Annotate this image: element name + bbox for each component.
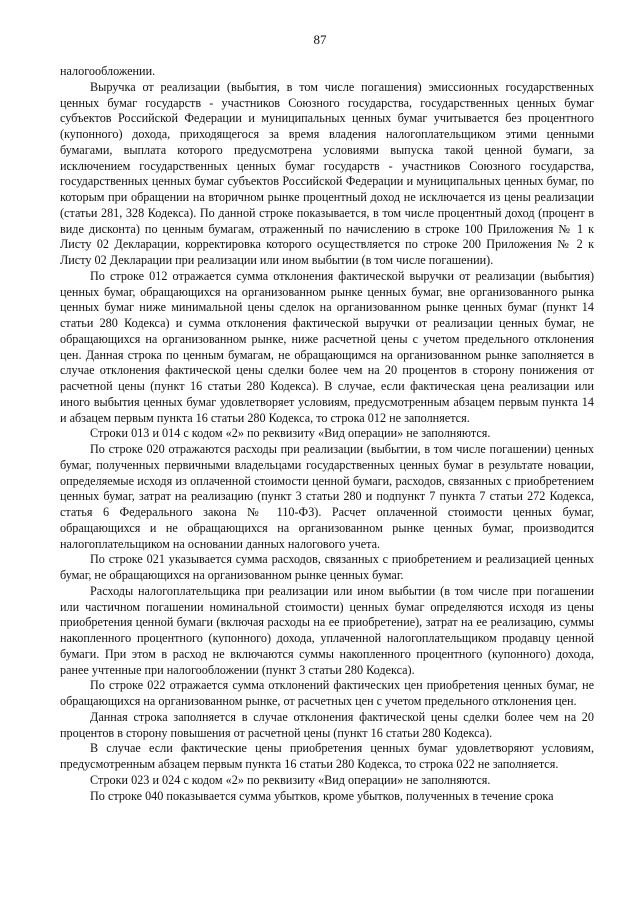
paragraph-line-012: По строке 012 отражается сумма отклонения фактической выручки от реализации (выбытия) ценных бумаг, обращающихся на организованном рынке ценных бумаг, вне организованного рынка ценных бумаг ниже минимальной цены сделок на организованном рынке ценных бумаг (пункт 14 статьи 280 Кодекса) и сумма отклонения фактической выручки от реализации ценных бумаг, не обращающихся на организованном рынке, ниже расчетной цены с учетом предельного отклонения цен. Данная строка по ценным бумагам, не обращающимся на организованном рынке заполняется в случае отклонения фактической цены сделки более чем на 20 процентов в сторону понижения от расчетной цены (пункт 16 статьи 280 Кодекса). В случае, если фактическая цена реализации или иного выбытия ценных бумаг удовлетворяет условиям, предусмотренным абзацем первым пункта 14 и абзацем первым пункта 16 статьи 280 Кодекса, то строка 012 не заполняется. xyxy=(60,268,594,425)
paragraph-lines-013-014: Строки 013 и 014 с кодом «2» по реквизиту «Вид операции» не заполняются. xyxy=(90,426,491,441)
page-number: 87 xyxy=(313,32,327,47)
document-body xyxy=(60,64,594,804)
paragraph-line-022-exception: В случае если фактические цены приобретения ценных бумаг удовлетворяют условиям, предусмотренным абзацем первым пункта 16 статьи 280 Кодекса, то строка 022 не заполняется. xyxy=(60,741,594,771)
paragraph-line-040: По строке 040 показывается сумма убытков, кроме убытков, полученных в течение срока xyxy=(90,788,554,803)
paragraph-expenses: Расходы налогоплательщика при реализации или ином выбытии (в том числе при погашении или частичном погашении номинальной стоимости) ценных бумаг определяются исходя из цены приобретения ценной бумаги (включая расходы на ее приобретение), затрат на ее реализацию, суммы накопленного процентного (купонного) дохода, уплаченной налогоплательщиком продавцу ценной бумаги. При этом в расход не включаются суммы накопленного процентного (купонного) дохода, ранее учтенные при налогообложении (пункт 3 статьи 280 Кодекса). xyxy=(60,583,594,677)
paragraph-line-022: По строке 022 отражается сумма отклонений фактических цен приобретения ценных бумаг, не обращающихся на организованном рынке, от расчетных цен с учетом предельного отклонения цен. xyxy=(60,678,594,708)
paragraph-line-022-condition: Данная строка заполняется в случае отклонения фактической цены сделки более чем на 20 процентов в сторону повышения от расчетной цены (пункт 16 статьи 280 Кодекса). xyxy=(60,709,594,740)
paragraph-line-021: По строке 021 указывается сумма расходов, связанных с приобретением и реализацией ценных бумаг, не обращающихся на организованном рынке ценных бумаг. xyxy=(60,552,594,582)
paragraph-continuation: налогообложении. xyxy=(60,64,156,78)
paragraph-line-020: По строке 020 отражаются расходы при реализации (выбытии, в том числе погашении) ценных бумаг, полученных первичными владельцами государственных ценных бумаг в результате новации, определяемые исходя из оплаченной стоимости ценной бумаги, расходов, связанных с приобретением ценных бумаг, затрат на реализацию (пункт 3 статьи 280 и подпункт 7 пункта 7 статьи 272 Кодекса, статья 6 Федерального закона № 110-ФЗ). Расчет оплаченной стоимости ценных бумаг, обращающихся и не обращающихся на организованном рынке ценных бумаг, производится налогоплательщиком на основании данных налогового учета. xyxy=(60,442,594,551)
paragraph-lines-023-024: Строки 023 и 024 с кодом «2» по реквизиту «Вид операции» не заполняются. xyxy=(90,772,491,787)
paragraph-revenue-securities: Выручка от реализации (выбытия, в том числе погашения) эмиссионных государственных ценных бумаг государств - участников Союзного государства, государственных ценных бумаг субъектов Российской Федерации и муниципальных ценных бумаг учитывается без процентного (купонного) дохода, приходящегося за время владения налогоплательщиком этими ценными бумагами, выплата которого предусмотрена условиями выпуска такой ценной бумаги, за исключением государственных ценных бумаг государств - участников Союзного государства, государственных ценных бумаг субъектов Российской Федерации и муниципальных ценных бумаг, по которым при обращении на вторичном рынке процентный доход не исключается из цены реализации (статьи 281, 328 Кодекса). По данной строке показывается, в том числе процентный доход (процент в виде дисконта) по ценным бумагам, отраженный по начислению в строке 100 Приложения № 1 к Листу 02 Декларации, корректировка которого осуществляется по строке 200 Приложения № 2 к Листу 02 Декларации при реализации или ином выбытии (в том числе погашении). xyxy=(60,79,594,267)
